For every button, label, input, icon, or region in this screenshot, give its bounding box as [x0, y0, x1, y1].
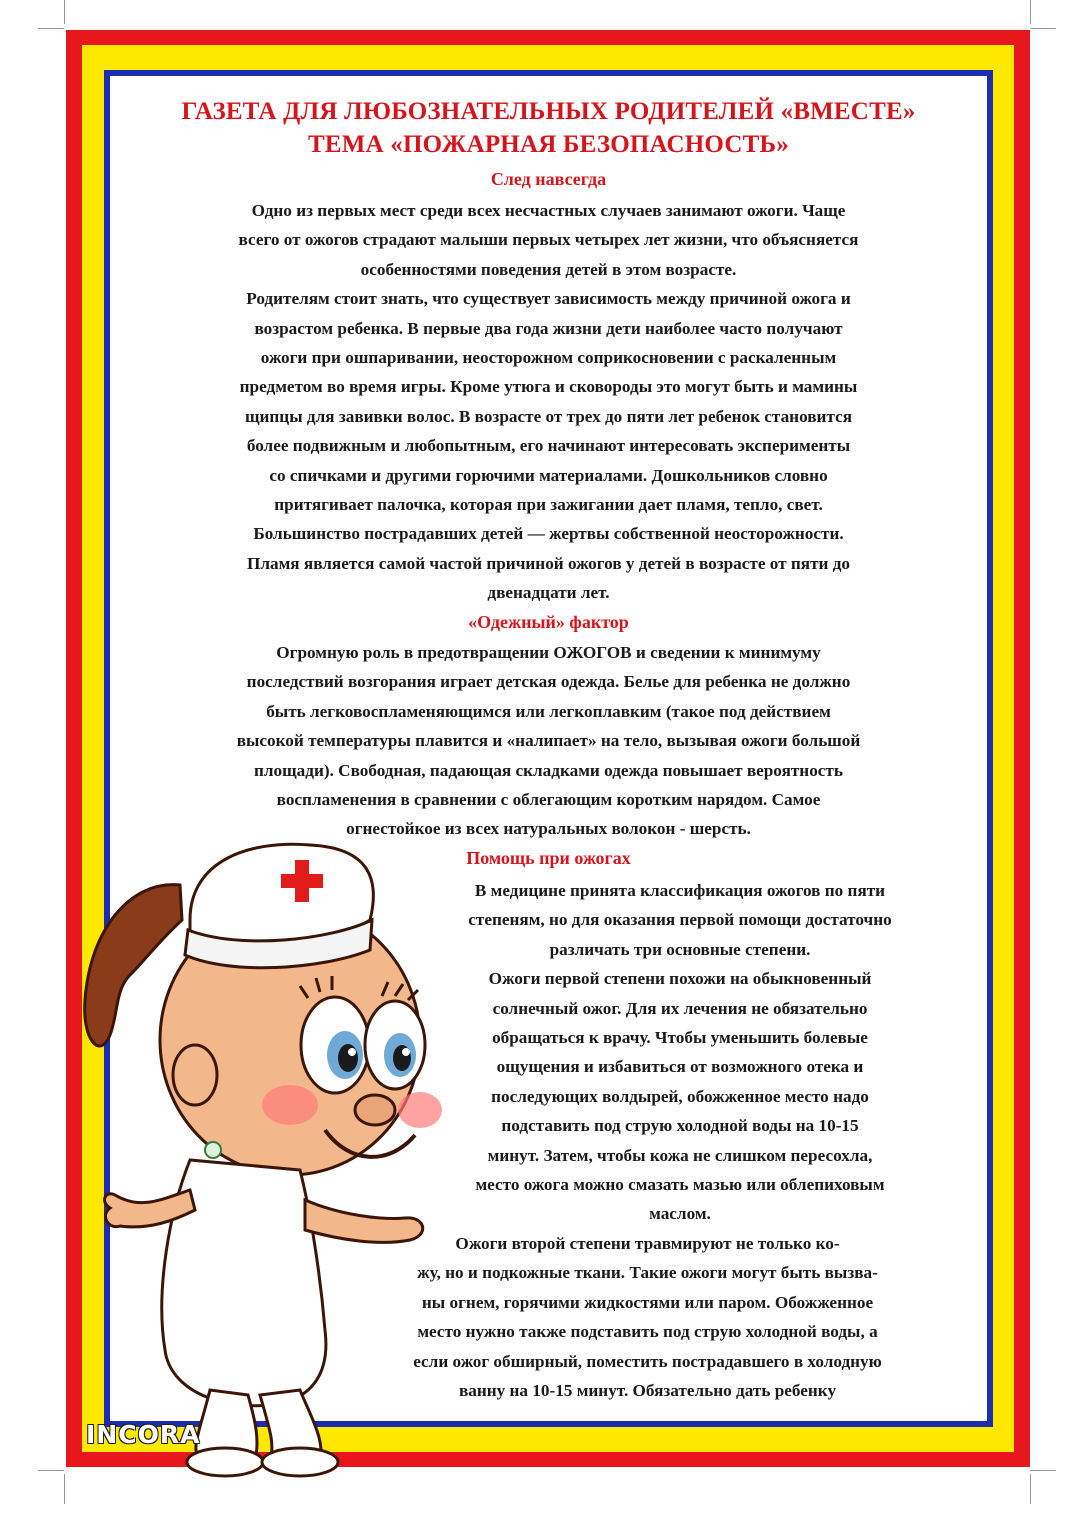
text-line: быть легковоспламеняющимся или легкоплавким (такое под действием — [266, 701, 831, 721]
crop-mark — [64, 1474, 65, 1504]
text-line: Родителям стоит знать, что существует зависимость между причиной ожога и — [246, 289, 851, 309]
topic-title: ТЕМА «ПОЖАРНАЯ БЕЗОПАСНОСТЬ» — [308, 131, 789, 158]
text-line: подставить под струю холодной воды на 10-15 — [501, 1116, 859, 1136]
text-line: место ожога можно смазать мазью или облепиховым — [475, 1175, 885, 1195]
crop-mark — [1030, 1470, 1056, 1471]
text-line: площади). Свободная, падающая складками одежда повышает вероятность — [254, 760, 843, 780]
section-heading-clothing: «Одежный» фактор — [468, 612, 629, 632]
section-heading-first-aid: Помощь при ожогах — [466, 848, 631, 868]
text-line: воспламенения в сравнении с облегающим коротким нарядом. Самое — [276, 790, 821, 810]
section-text-first-aid — [380, 876, 980, 1229]
text-line: солнечный ожог. Для их лечения не обязательно — [492, 998, 868, 1018]
text-line: щипцы для завивки волос. В возрасте от трех до пяти лет ребенок становится — [244, 406, 853, 426]
text-line: высокой температуры плавится и «налипает» на тело, вызывая ожоги большой — [236, 731, 861, 751]
text-line: различать три основные степени. — [549, 939, 811, 959]
text-line: предметом во время игры. Кроме утюга и сковороды это могут быть и мамины — [239, 377, 858, 397]
text-line: место нужно также подставить под струю холодной воды, а — [417, 1322, 878, 1342]
text-line: ванну на 10-15 минут. Обязательно дать ребенку — [458, 1381, 837, 1401]
section-text-trace — [110, 196, 987, 608]
text-line: Ожоги первой степени похожи на обыкновенный — [488, 969, 872, 989]
crop-mark — [38, 1470, 64, 1471]
text-line: жу, но и подкожные ткани. Такие ожоги могут быть вызва- — [417, 1263, 878, 1283]
text-line: последующих волдырей, обожженное место надо — [491, 1086, 869, 1106]
section-heading-trace: След навсегда — [490, 169, 607, 189]
text-line: ожоги при ошпаривании, неосторожном соприкосновении с раскаленным — [260, 348, 837, 368]
text-line: огнестойкое из всех натуральных волокон - шерсть. — [346, 819, 751, 839]
text-line: последствий возгорания играет детская одежда. Белье для ребенка не должно — [246, 672, 851, 692]
text-line: со спичками и другими горючими материалами. Дошкольников словно — [269, 465, 828, 485]
text-line: возрастом ребенка. В первые два года жизни дети наиболее часто получают — [254, 318, 843, 338]
newspaper-title: ГАЗЕТА ДЛЯ ЛЮБОЗНАТЕЛЬНЫХ РОДИТЕЛЕЙ «ВМЕСТЕ» — [181, 98, 916, 125]
text-line: если ожог обширный, поместить пострадавшего в холодную — [413, 1351, 882, 1371]
text-line: ны огнем, горячими жидкостями или паром. Обожженное — [421, 1292, 874, 1312]
text-line: особенностями поведения детей в этом возрасте. — [360, 259, 737, 279]
nurse-cartoon-icon — [70, 790, 450, 1480]
watermark: INCORA — [86, 1420, 201, 1449]
text-line: степеням, но для оказания первой помощи достаточно — [468, 910, 892, 930]
text-line: Большинство пострадавших детей — жертвы собственной неосторожности. — [253, 524, 844, 544]
text-line: притягивает палочка, которая при зажигании дает пламя, тепло, свет. — [274, 495, 823, 515]
text-line: ощущения и избавиться от возможного отека и — [496, 1057, 864, 1077]
text-line: более подвижным и любопытным, его начинают интересовать эксперименты — [246, 436, 851, 456]
crop-mark — [64, 0, 65, 24]
text-line: обращаться к врачу. Чтобы уменьшить болевые — [492, 1028, 868, 1048]
text-line: В медицине принята классификация ожогов по пяти — [474, 881, 886, 900]
text-line: Огромную роль в предотвращении ОЖОГОВ и сведении к минимуму — [276, 643, 821, 662]
text-line: Пламя является самой частой причиной ожогов у детей в возрасте от пяти до — [246, 553, 851, 573]
text-line: двенадцати лет. — [487, 583, 610, 603]
crop-mark — [1030, 0, 1031, 24]
crop-mark — [1030, 28, 1056, 29]
text-line: Одно из первых мест среди всех несчастных случаев занимают ожоги. Чаще — [251, 201, 846, 220]
text-line: маслом. — [649, 1204, 711, 1224]
crop-mark — [38, 28, 64, 29]
text-line: Ожоги второй степени травмируют не только ко- — [455, 1234, 840, 1253]
text-line: всего от ожогов страдают малыши первых четырех лет жизни, что объясняется — [238, 230, 859, 250]
text-line: минут. Затем, чтобы кожа не слишком пересохла, — [487, 1145, 873, 1165]
crop-mark — [1030, 1474, 1031, 1504]
